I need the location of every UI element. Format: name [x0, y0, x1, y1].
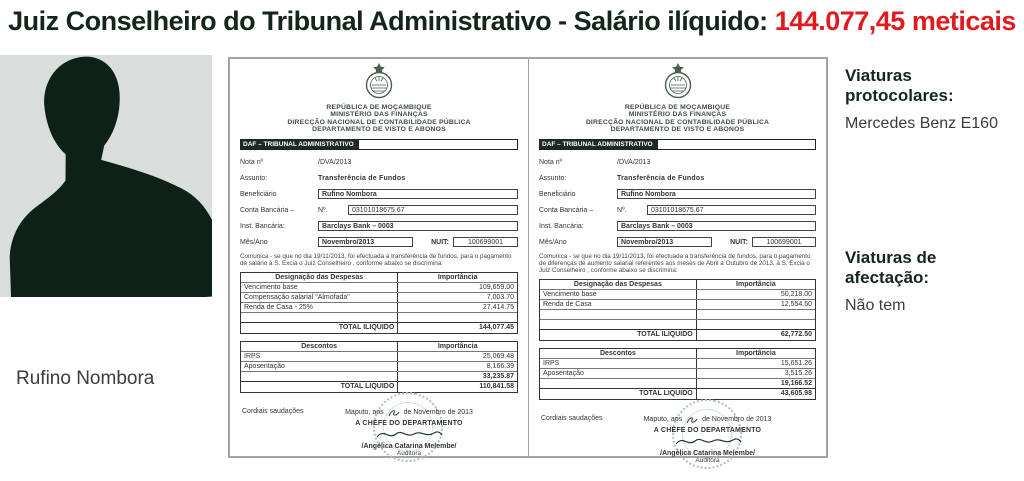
cell: Vencimento base: [241, 283, 398, 292]
descontos-col2-header: Importância: [736, 349, 776, 357]
conta-value-box: 03101018675.67: [348, 205, 518, 215]
cell: [241, 372, 398, 381]
total-iliquido-row: [540, 329, 815, 340]
doc-header-line: DEPARTAMENTO DE VISTO E ABONOS: [610, 126, 745, 134]
chefe-title: A CHEFE DO DEPARTAMENTO: [653, 426, 762, 434]
cell: [697, 320, 815, 329]
field-conta-bancaria: [539, 205, 816, 216]
doc-header: [539, 104, 816, 134]
signer-name: /Angélica Catarina Melembe/: [361, 442, 457, 450]
inst-label: Inst. Bancária:: [240, 222, 285, 230]
assunto-value: Transferência de Fundos: [617, 174, 705, 182]
closing-salutation: Cordiais saudações: [541, 414, 603, 422]
comunica-paragraph: Comunica - se que no dia 19/11/2013, foi efectuada a transferência de fundos, para o pagamento de diferenças de aumento salarial referentes aos meses de Abril a Outubro de 2013, à S. Excia o Juiz Conselheiro , conforme abaixo se discrimina:: [539, 252, 811, 274]
despesas-col1-header: Designação das Despesas: [241, 273, 398, 282]
subtotal-row: [540, 378, 815, 388]
field-assunto: [539, 173, 816, 184]
person-silhouette-icon: [0, 55, 212, 297]
closing-block: [539, 407, 816, 481]
doc-header-line: MINISTÉRIO DAS FINANÇAS: [628, 111, 727, 119]
viaturas-protocolares-label: Viaturas protocolares:: [845, 66, 954, 105]
conta-numero-label: Nº.: [318, 206, 328, 214]
table-row: [241, 282, 517, 292]
person-photo: [0, 55, 212, 297]
descontos-col1-header: Descontos: [241, 342, 398, 351]
table-row: [540, 358, 815, 368]
table-row: [540, 319, 815, 329]
viaturas-protocolares-block: [845, 66, 1023, 133]
cell: Vencimento base: [540, 290, 697, 299]
table-row: [241, 302, 517, 312]
document-arrears-note: [528, 59, 826, 464]
cell: [540, 320, 697, 329]
mes-label: Mês/Ano: [240, 238, 268, 246]
total-value: 62,772.50: [780, 330, 812, 338]
table-row: [241, 351, 517, 361]
despesas-col2-header: Importância: [437, 273, 478, 281]
beneficiario-label: Beneficiário: [240, 190, 277, 198]
field-nota: [240, 157, 518, 168]
despesas-col2-header: Importância: [736, 280, 776, 288]
signature-block: [300, 408, 518, 457]
doc-header-line: REPÚBLICA DE MOÇAMBIQUE: [624, 104, 731, 111]
cell: Renda de Casa: [540, 300, 697, 309]
assunto-value: Transferência de Fundos: [318, 174, 406, 182]
conta-label: Conta Bancária –: [539, 206, 594, 214]
despesas-table: [539, 279, 816, 341]
conta-numero-label: Nº.: [617, 206, 627, 214]
field-nota: [539, 157, 816, 168]
total-value: 144,077.45: [478, 323, 514, 331]
signer-name: /Angélica Catarina Melembe/: [660, 449, 755, 457]
cell: 12,554.50: [780, 300, 812, 308]
assunto-label: Assunto:: [539, 174, 567, 182]
subtotal-value: 33,235.87: [482, 372, 514, 380]
total-liquido-row: [540, 388, 815, 399]
nuit-value-box: 100699001: [453, 237, 518, 247]
total-label: TOTAL ILIQUIDO: [241, 323, 398, 333]
table-row: [241, 361, 517, 371]
cell: [697, 310, 815, 319]
viaturas-afectacao-label: Viaturas de afectação:: [845, 248, 937, 287]
descontos-col1-header: Descontos: [540, 349, 697, 358]
signature-icon: [374, 427, 444, 441]
cell: 27,414.75: [482, 303, 514, 311]
subtotal-value: 19,166.52: [780, 379, 812, 387]
total-label: TOTAL LIQUIDO: [241, 382, 398, 392]
place-date-post: de Novembro de 2013: [403, 409, 473, 417]
viaturas-afectacao-value: Não tem: [845, 297, 906, 314]
beneficiario-value-box: Rufino Nombora: [318, 189, 518, 199]
subtotal-row: [241, 371, 517, 381]
field-assunto: [240, 173, 518, 184]
field-mes-ano-nuit: [539, 237, 816, 248]
descontos-table: [539, 348, 816, 400]
title-salary-amount: 144.077,45 meticais: [774, 6, 1016, 36]
table-header-row: [241, 273, 517, 282]
cell: Aposentação: [540, 369, 697, 378]
cell: Aposentação: [241, 362, 398, 371]
field-beneficiario: [240, 189, 518, 200]
nota-label: Nota nº: [240, 158, 264, 166]
daf-bar-label: DAF – TRIBUNAL ADMINISTRATIVO: [540, 140, 658, 149]
doc-header: [240, 104, 518, 134]
cell: 7,003.70: [486, 293, 514, 301]
documents-panel: [228, 57, 828, 464]
table-header-row: [241, 342, 517, 351]
nota-label: Nota nº: [539, 158, 563, 166]
comunica-paragraph: Comunica - se que no dia 19/11/2013, foi efectuada a transferência de fundos, para o pagamento de salário à S. Excia o Juiz Conselheiro , conforme abaixo se discrimina:: [240, 252, 512, 267]
handwritten-day-mark-icon: [685, 415, 699, 425]
cell: 25,069.48: [482, 352, 514, 360]
cell: 109,659.00: [478, 283, 514, 291]
nuit-value-box: 100699001: [752, 237, 816, 247]
total-value: 43,605.98: [780, 389, 812, 397]
closing-salutation: Cordiais saudações: [242, 407, 304, 415]
page-title: [0, 6, 1024, 37]
document-salary-note: [230, 59, 528, 456]
total-liquido-row: [241, 381, 517, 392]
nuit-label: NUIT:: [431, 238, 449, 246]
cell: 8,166.39: [486, 362, 514, 370]
table-row: [241, 312, 517, 322]
descontos-col2-header: Importância: [437, 342, 478, 350]
beneficiario-label: Beneficiário: [539, 190, 576, 198]
doc-header-line: DIRECÇÃO NACIONAL DE CONTABILIDADE PÚBLICA: [287, 118, 471, 126]
handwritten-day-mark-icon: [387, 408, 401, 418]
table-row: [540, 299, 815, 309]
field-beneficiario: [539, 189, 816, 200]
signature-icon: [673, 434, 743, 448]
place-date-pre: Maputo, aos: [643, 416, 683, 424]
inst-value-box: Barclays Bank – 0003: [617, 221, 816, 231]
table-row: [540, 309, 815, 319]
doc-header-line: REPÚBLICA DE MOÇAMBIQUE: [326, 104, 432, 111]
place-date-pre: Maputo, aos: [345, 409, 384, 417]
mozambique-emblem-icon: [658, 62, 698, 102]
daf-department-bar: [539, 139, 816, 150]
cell: [540, 379, 697, 388]
cell: 50,218.00: [780, 290, 812, 298]
cell: [398, 313, 517, 322]
cell: IRPS: [241, 352, 398, 361]
beneficiario-value-box: Rufino Nombora: [617, 189, 816, 199]
field-inst-bancaria: [539, 221, 816, 232]
closing-block: [240, 400, 518, 474]
conta-value-box: 03101018675.67: [647, 205, 816, 215]
mes-value-box: Novembro/2013: [617, 237, 712, 247]
cell: [241, 313, 398, 322]
nuit-label: NUIT:: [730, 238, 748, 246]
table-row: [540, 289, 815, 299]
mes-value-box: Novembro/2013: [318, 237, 413, 247]
inst-label: Inst. Bancária:: [539, 222, 584, 230]
chefe-title: A CHEFE DO DEPARTAMENTO: [355, 419, 463, 427]
doc-header-line: DEPARTAMENTO DE VISTO E ABONOS: [312, 126, 446, 134]
field-conta-bancaria: [240, 205, 518, 216]
table-header-row: [540, 280, 815, 289]
doc-header-line: MINISTÉRIO DAS FINANÇAS: [330, 111, 428, 119]
signer-role: Auditora: [695, 456, 720, 464]
inst-value-box: Barclays Bank – 0003: [318, 221, 518, 231]
mes-label: Mês/Ano: [539, 238, 567, 246]
nota-value: /DVA/2013: [318, 158, 352, 166]
cell: Compensação salarial "Almofada": [241, 293, 398, 302]
title-main: Juiz Conselheiro do Tribunal Administrativo - Salário ilíquido:: [8, 6, 775, 36]
descontos-table: [240, 341, 518, 393]
cell: [540, 310, 697, 319]
total-value: 110,841.58: [479, 382, 514, 390]
field-mes-ano-nuit: [240, 237, 518, 248]
person-name: Rufino Nombora: [16, 368, 155, 389]
viaturas-afectacao-block: [845, 248, 1023, 315]
place-date-post: de Novembro de 2013: [702, 416, 772, 424]
cell: 15,651.26: [780, 359, 812, 367]
signature-block: [599, 415, 816, 464]
cell: IRPS: [540, 359, 697, 368]
cell: Renda de Casa - 25%: [241, 303, 398, 312]
doc-header-line: DIRECÇÃO NACIONAL DE CONTABILIDADE PÚBLICA: [585, 118, 770, 126]
table-row: [540, 368, 815, 378]
total-iliquido-row: [241, 322, 517, 333]
cell: 3,515.26: [784, 369, 812, 377]
despesas-col1-header: Designação das Despesas: [540, 280, 697, 289]
total-label: TOTAL ILIQUIDO: [540, 330, 697, 340]
nota-value: /DVA/2013: [617, 158, 651, 166]
place-date-line: [300, 408, 518, 418]
daf-bar-label: DAF – TRIBUNAL ADMINISTRATIVO: [241, 140, 359, 149]
conta-label: Conta Bancária –: [240, 206, 295, 214]
table-row: [241, 292, 517, 302]
viaturas-protocolares-value: Mercedes Benz E160: [845, 115, 998, 132]
total-label: TOTAL LIQUIDO: [540, 389, 697, 399]
assunto-label: Assunto:: [240, 174, 268, 182]
field-inst-bancaria: [240, 221, 518, 232]
daf-department-bar: [240, 139, 518, 150]
place-date-line: [599, 415, 816, 425]
signer-role: Auditora: [396, 449, 422, 457]
mozambique-emblem-icon: [359, 62, 399, 102]
despesas-table: [240, 272, 518, 334]
table-header-row: [540, 349, 815, 358]
